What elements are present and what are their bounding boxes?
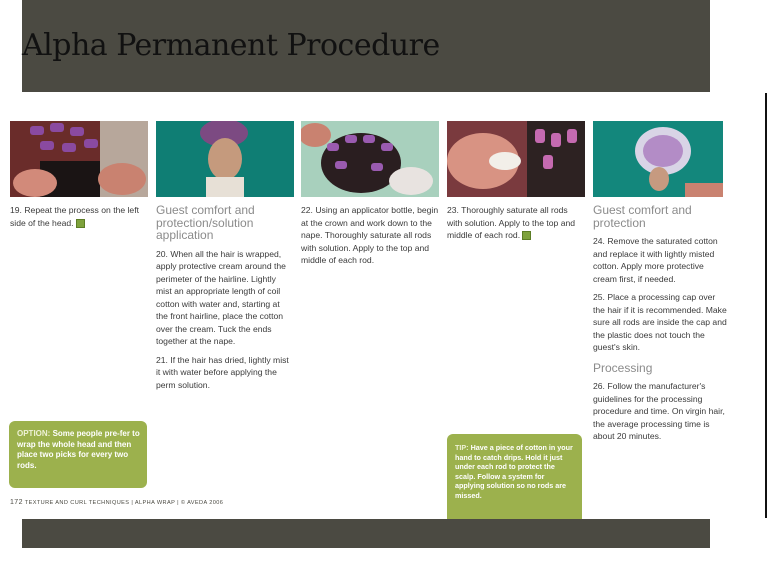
- page-footer: [10, 499, 223, 506]
- tip-text: Have a piece of cotton in your hand to catch drips. Hold it just under each rod to protect the scalp. Follow a system for applying solution so no rods are missed.: [455, 443, 573, 500]
- option-label: OPTION:: [17, 429, 51, 438]
- section-heading-processing: Processing: [593, 360, 653, 375]
- plus-icon: [76, 219, 85, 228]
- step-22-text: 22. Using an applicator bottle, begin at the crown and work down to the nape. Thoroughly saturate all rods with solution. Apply to the top and middle of each rod.: [301, 205, 439, 265]
- option-callout: [9, 421, 147, 488]
- page-title: Alpha Permanent Procedure: [22, 28, 440, 63]
- photo-guest-portrait: [156, 121, 294, 197]
- photo-processing-cap: [593, 121, 723, 197]
- plus-icon: [522, 231, 531, 240]
- column-step-22: [301, 204, 439, 273]
- tip-label: TIP:: [455, 443, 469, 452]
- column-step-19: [10, 204, 150, 235]
- step-23-text: 23. Thoroughly saturate all rods with solution. Apply to the top and middle of each rod.: [447, 205, 576, 240]
- column-steps-20-21: [156, 204, 294, 397]
- photo-rods-left-side: [10, 121, 148, 197]
- step-19-text: 19. Repeat the process on the left side of the head.: [10, 205, 139, 228]
- photo-saturating-rods: [447, 121, 585, 197]
- step-24-text: 24. Remove the saturated cotton and replace it with lightly misted cotton. Apply more protective cream first, if needed.: [593, 236, 718, 284]
- photo-applicator-bottle: [301, 121, 439, 197]
- footer-text: TEXTURE AND CURL TECHNIQUES | ALPHA WRAP | © AVEDA 2006: [24, 500, 224, 506]
- footer-band: [22, 519, 710, 548]
- column-steps-24-26: [593, 204, 727, 449]
- tip-callout: [447, 434, 582, 519]
- section-heading-guest-comfort-solution: Guest comfort and protection/solution application: [156, 203, 255, 242]
- column-step-23: [447, 204, 577, 248]
- section-heading-guest-comfort-protection: Guest comfort and protection: [593, 203, 692, 230]
- step-26-text: 26. Follow the manufacturer's guidelines for the processing procedure and time. On virgin hair, the average processing time is about 20 minutes.: [593, 381, 725, 441]
- edge-rule: [765, 93, 767, 518]
- step-21-text: 21. If the hair has dried, lightly mist it with water before applying the perm solution.: [156, 354, 289, 390]
- step-25-text: 25. Place a processing cap over the hair if it is recommended. Make sure all rods are inside the cap and the plastic does not touch the guest's skin.: [593, 292, 727, 352]
- page-number: 172: [10, 499, 23, 506]
- step-20-text: 20. When all the hair is wrapped, apply protective cream around the perimeter of the hairline. Lightly mist an appropriate length of coil cotton with water and, starting at the front hairline, place the cotton over the cream. Tuck the ends together at the nape.: [156, 248, 286, 346]
- option-text: Some people pre-fer to wrap the whole head and then place two picks for every two rods.: [17, 429, 140, 470]
